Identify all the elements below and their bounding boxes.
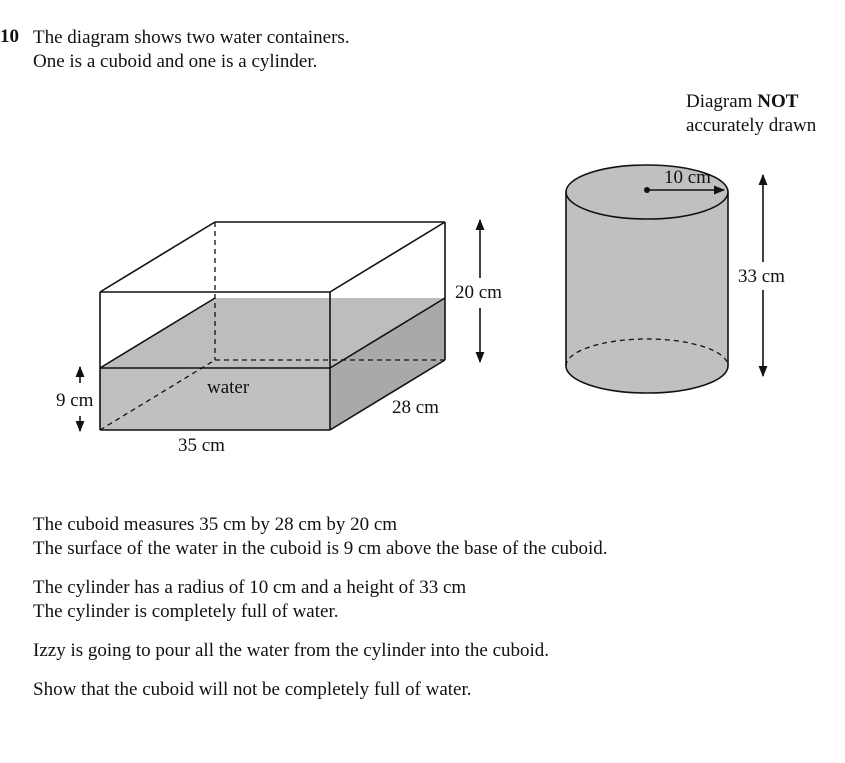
diagram-note-line-2: accurately drawn bbox=[686, 115, 817, 136]
body-p2-line1: The cylinder has a radius of 10 cm and a height of 33 cm bbox=[33, 577, 467, 598]
cuboid-height-label: 20 cm bbox=[455, 282, 502, 303]
water-label: water bbox=[207, 377, 250, 398]
cylinder-body bbox=[566, 192, 728, 393]
body-p1-line2: The surface of the water in the cuboid is 9 cm above the base of the cuboid. bbox=[33, 538, 608, 559]
cylinder-height-label: 33 cm bbox=[738, 266, 785, 287]
body-p4: Show that the cuboid will not be completely full of water. bbox=[33, 679, 472, 700]
water-height-label: 9 cm bbox=[56, 390, 94, 411]
body-p2-line2: The cylinder is completely full of water. bbox=[33, 601, 339, 622]
intro-line-1: The diagram shows two water containers. bbox=[33, 27, 350, 48]
cylinder-radius-label: 10 cm bbox=[664, 167, 711, 188]
intro-line-2: One is a cuboid and one is a cylinder. bbox=[33, 51, 318, 72]
question-number: 10 bbox=[0, 26, 19, 47]
cylinder bbox=[566, 165, 728, 393]
body-p3: Izzy is going to pour all the water from the cylinder into the cuboid. bbox=[33, 640, 550, 661]
cuboid-width-label: 28 cm bbox=[392, 397, 439, 418]
diagram-note-bold: NOT bbox=[757, 91, 799, 112]
cuboid-length-label: 35 cm bbox=[178, 435, 225, 456]
diagram-note-prefix: Diagram bbox=[686, 91, 758, 112]
body-p1-line1: The cuboid measures 35 cm by 28 cm by 20 cm bbox=[33, 514, 398, 535]
question-body bbox=[33, 513, 833, 702]
